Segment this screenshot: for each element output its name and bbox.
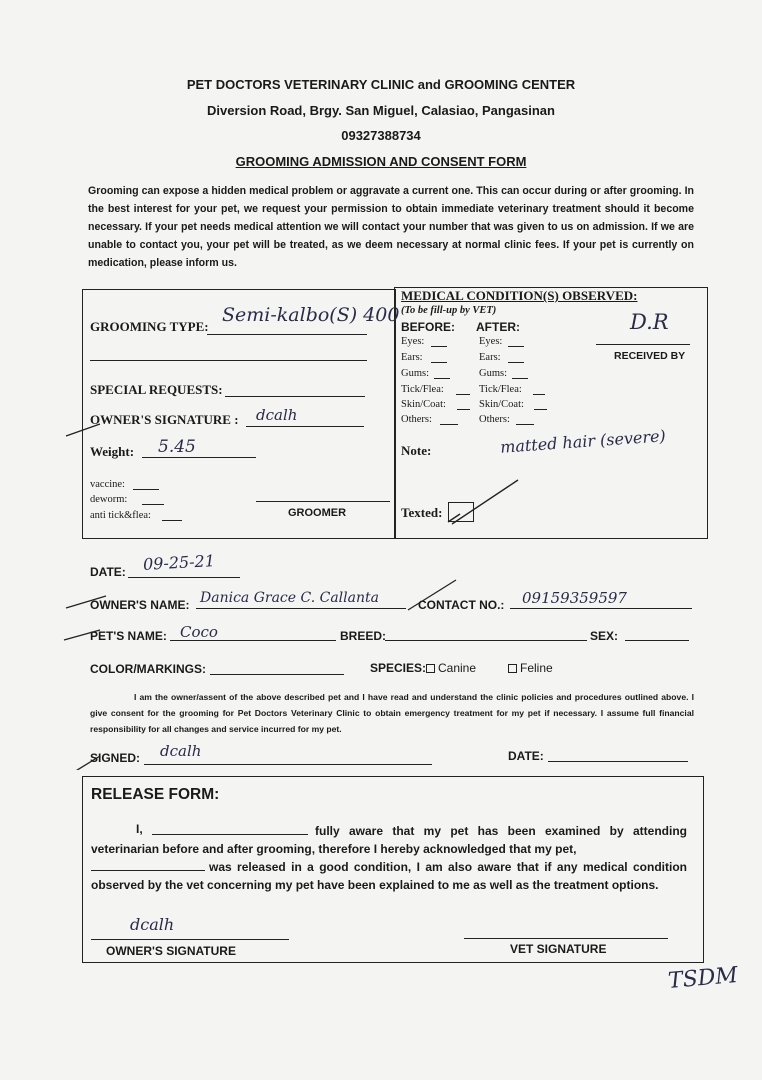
blank-line bbox=[534, 409, 547, 410]
owner-signature-value: dcalh bbox=[256, 406, 298, 424]
weight-label: Weight: bbox=[90, 444, 135, 459]
form-title: GROOMING ADMISSION AND CONSENT FORM bbox=[235, 154, 527, 169]
clinic-phone: 09327388734 bbox=[341, 128, 421, 143]
blank-line bbox=[508, 346, 524, 347]
owner-signature-label: OWNER'S SIGNATURE : bbox=[90, 412, 239, 427]
species-label: SPECIES: bbox=[370, 661, 427, 675]
before-eyes: Eyes: bbox=[401, 336, 425, 347]
tick-flea-label: anti tick&flea: bbox=[90, 510, 151, 521]
after-ears: Ears: bbox=[479, 352, 501, 363]
release-owner-signature: dcalh bbox=[130, 915, 175, 934]
vaccine-label: vaccine: bbox=[90, 479, 125, 490]
received-by-label: RECEIVED BY bbox=[614, 350, 686, 362]
after-eyes: Eyes: bbox=[479, 336, 503, 347]
after-gums: Gums: bbox=[479, 368, 508, 379]
blank-line bbox=[431, 346, 447, 347]
consent-paragraph: I am the owner/assent of the above described pet and I have read and understand the clinic policies and procedures outlined above. I give consent for the grooming for Pet Doctors Veterinary Clinic to obtain emergency treatment for my pet if necessary. I assume full financial responsibility for all changes and service incurred for my pet. bbox=[90, 692, 694, 734]
signature-stroke bbox=[60, 410, 120, 440]
deworm-label: deworm: bbox=[90, 494, 128, 505]
feline-label: Feline bbox=[520, 661, 553, 675]
date-label: DATE: bbox=[90, 565, 126, 579]
release-title: RELEASE FORM: bbox=[91, 786, 220, 803]
blank-line bbox=[431, 362, 447, 363]
blank-line bbox=[456, 394, 470, 395]
signed-label: SIGNED: bbox=[90, 751, 141, 765]
signed-line bbox=[144, 764, 432, 765]
note-value: matted hair (severe) bbox=[499, 426, 667, 457]
owner-signature-release-line bbox=[91, 939, 289, 940]
before-gums: Gums: bbox=[401, 368, 430, 379]
grooming-type-value: Semi-kalbo(S) 400 bbox=[222, 304, 400, 326]
blank-line bbox=[533, 394, 545, 395]
blank-line bbox=[508, 362, 524, 363]
vet-signature-line bbox=[464, 938, 668, 939]
date-value: 09-25-21 bbox=[142, 551, 216, 574]
owner-name-value: Danica Grace C. Callanta bbox=[200, 590, 379, 606]
after-others: Others: bbox=[479, 414, 510, 425]
texted-check-mark bbox=[440, 474, 530, 534]
blank-line bbox=[440, 424, 458, 425]
before-tick-flea: Tick/Flea: bbox=[401, 384, 444, 395]
special-requests-line bbox=[225, 396, 365, 397]
weight-value: 5.45 bbox=[158, 437, 196, 457]
intro-paragraph: Grooming can expose a hidden medical problem or aggravate a current one. This can occur during or after grooming. In the best interest for your pet, we request your permission to obtain immediate veterinary treatment should it become necessary. If your pet needs medical attention we will contact your number that was given to us on admission. If we are unable to contact you, your pet will be treated, as we deem necessary at normal clinic fees. If your pet is currently on medication, please inform us. bbox=[88, 185, 694, 269]
contact-line bbox=[510, 608, 692, 609]
after-skin-coat: Skin/Coat: bbox=[479, 399, 524, 410]
contact-label: CONTACT NO.: bbox=[418, 598, 505, 612]
canine-label: Canine bbox=[438, 661, 477, 675]
corner-initials: TSDM bbox=[667, 963, 739, 994]
sex-label: SEX: bbox=[590, 629, 619, 643]
handwritten-strokes bbox=[60, 570, 480, 770]
signed-value: dcalh bbox=[160, 742, 202, 760]
blank-line bbox=[457, 409, 470, 410]
feline-checkbox[interactable] bbox=[508, 664, 517, 673]
signed-date-line bbox=[548, 761, 688, 762]
before-ears: Ears: bbox=[401, 352, 423, 363]
release-text-2: was released in a good condition, I am also aware that if any medical condition observed by the vet concerning my pet have been explained to me as well as the treatment options. bbox=[91, 860, 687, 892]
grooming-type-line bbox=[207, 334, 367, 335]
breed-label: BREED: bbox=[340, 629, 387, 643]
release-owner-signature-label: OWNER'S SIGNATURE bbox=[106, 944, 236, 958]
release-text-1: fully aware that my pet has been examined by attending veterinarian before and after grooming, therefore I hereby acknowledged that my pet, bbox=[91, 824, 687, 856]
received-initials: D.R bbox=[630, 310, 669, 334]
grooming-type-label: GROOMING TYPE: bbox=[90, 319, 209, 334]
pet-name-label: PET'S NAME: bbox=[90, 629, 167, 643]
owner-signature-line bbox=[246, 426, 364, 427]
before-label: BEFORE: bbox=[401, 320, 455, 334]
release-i: I, bbox=[136, 822, 143, 836]
special-requests-label: SPECIAL REQUESTS: bbox=[90, 382, 223, 397]
pet-name-value: Coco bbox=[180, 623, 218, 641]
groomer-line bbox=[256, 501, 390, 502]
signed-date-label: DATE: bbox=[508, 749, 544, 763]
received-line bbox=[596, 344, 690, 345]
grooming-type-line-2 bbox=[90, 360, 367, 361]
contact-value: 09159359597 bbox=[522, 589, 627, 607]
release-vet-signature-label: VET SIGNATURE bbox=[510, 942, 607, 956]
vet-note: (To be fill-up by VET) bbox=[401, 305, 497, 316]
clinic-address: Diversion Road, Brgy. San Miguel, Calasiao, Pangasinan bbox=[207, 103, 555, 118]
texted-label: Texted: bbox=[401, 505, 443, 520]
medical-title: MEDICAL CONDITION(S) OBSERVED: bbox=[401, 288, 638, 303]
deworm-line bbox=[142, 504, 164, 505]
sex-line bbox=[625, 640, 689, 641]
before-others: Others: bbox=[401, 414, 432, 425]
blank-line bbox=[512, 378, 528, 379]
weight-line bbox=[142, 457, 256, 458]
after-label: AFTER: bbox=[476, 320, 520, 334]
blank-line bbox=[434, 378, 450, 379]
vaccine-line bbox=[133, 489, 159, 490]
owner-name-label: OWNER'S NAME: bbox=[90, 598, 190, 612]
clinic-name: PET DOCTORS VETERINARY CLINIC and GROOMING CENTER bbox=[186, 77, 576, 92]
groomer-label: GROOMER bbox=[288, 507, 347, 519]
color-markings-label: COLOR/MARKINGS: bbox=[90, 662, 206, 676]
before-skin-coat: Skin/Coat: bbox=[401, 399, 446, 410]
note-label: Note: bbox=[401, 443, 432, 458]
blank-line bbox=[516, 424, 534, 425]
tick-flea-line bbox=[162, 520, 182, 521]
after-tick-flea: Tick/Flea: bbox=[479, 384, 522, 395]
